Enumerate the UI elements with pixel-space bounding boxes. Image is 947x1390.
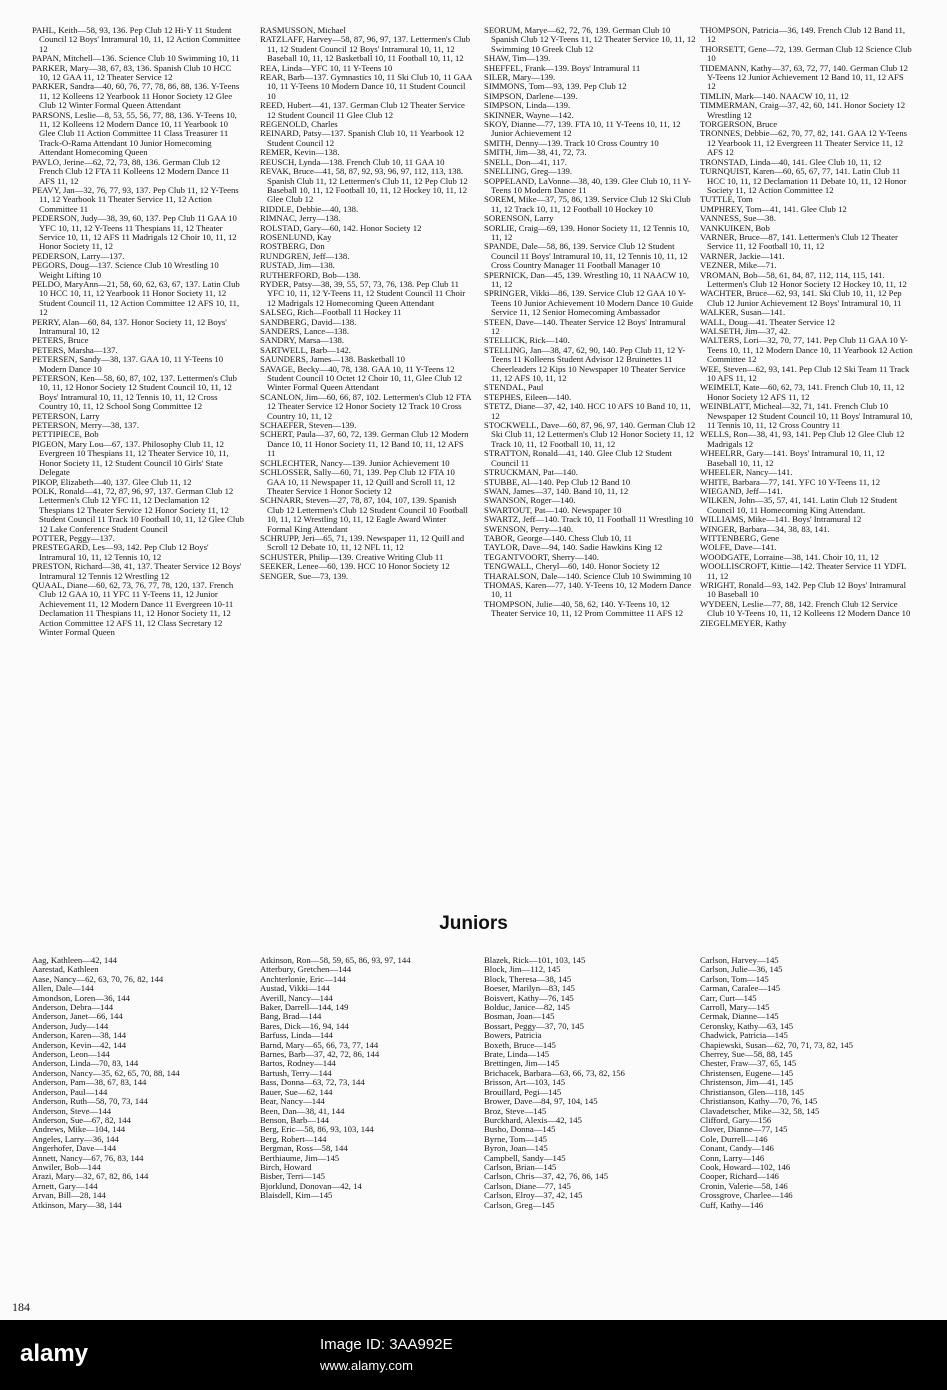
index-entry: TIMMERMAN, Craig—37, 42, 60, 141. Honor Society 12 Wrestling 12 [700,100,906,120]
index-entry: Bowers, Patricia [484,1030,542,1041]
index-entry: TURNQUIST, Karen—60, 65, 67, 77, 141. Latin Club 11 HCC 10, 11, 12 Declamation 11 Debate 10, 11, 12 Honor Society 11, 12 Action Committee 12 [700,166,907,195]
index-entry: Anderson, Pam—38, 67, 83, 144 [32,1077,147,1088]
index-entry: Bisber, Terri—145 [260,1171,325,1182]
index-entry: VANKUIKEN, Bob [700,222,770,233]
index-entry: RYDER, Patsy—38, 39, 55, 57, 73, 76, 138. Pep Club 11 YFC 10, 11, 12 Y-Teens 11, 12 Student Council 11 Choir 12 Madrigals 12 Homecoming Queen Attendant [260,278,466,308]
index-entry: SHAW, Tim—139. [484,53,551,64]
index-entry: WYDEEN, Leslie—77, 88, 142. French Club 12 Service Club 10 Y-Teens 10, 11, 12 Kolleens 12 Modern Dance 10 [700,598,911,619]
index-entry: Carlson, Elroy—37, 42, 145 [484,1190,583,1201]
index-entry: SMITH, Jim—38, 41, 72, 73. [484,147,587,158]
index-entry: SPERNICK, Dan—45, 139. Wrestling 10, 11 NAACW 10, 11, 12 [484,269,690,289]
index-entry: Cole, Durrell—146 [700,1133,768,1144]
index-entry: SCHLOSSER, Sally—60, 71, 139. Pep Club 12 FTA 10 GAA 10, 11 Newspaper 11, 12 Quill and Scroll 11, 12 Theater Service 1 Honor Society 12 [260,467,455,496]
index-entry: SNELL, Don—41, 117. [484,156,567,167]
index-entry: Chester, Fraw—37, 65, 145 [700,1058,797,1069]
index-entry: SOPPELAND, LaVonne—38, 40, 139. Glee Club 10, 11 Y-Teens 10 Modern Dance 11 [484,175,691,195]
index-entry: Atkinson, Mary—38, 144 [32,1199,122,1210]
index-entry: Andrews, Mike—104, 144 [32,1124,126,1135]
index-entry: Barnes, Barb—37, 42, 72, 86, 144 [260,1049,380,1060]
index-entry: SWENSON, Perry—140. [484,523,574,534]
index-entry: Bartush, Terry—144 [260,1067,332,1078]
index-entry: THORSETT, Gene—72, 139. German Club 12 Science Club 10 [700,43,912,64]
alamy-logo-icon: alamy [20,1340,89,1367]
index-entry: SARTWELL, Barb—142. [260,344,351,355]
index-entry: WHEELRR, Gary—141. Boys' Intramural 10, 11, 12 Baseball 10, 11, 12 [700,448,885,468]
index-entry: WILLIAMS, Mike—141. Boys' Intramural 12 [700,514,862,525]
index-entry: REGENOLD, Charles [260,119,338,130]
index-entry: Barfuss, Linda—144 [260,1030,333,1041]
index-entry: SCHRUPP, Jeri—65, 71, 139. Newspaper 11, 12 Quill and Scroll 12 Debate 10, 11, 12 NFL 11, 12 [260,532,465,553]
index-entry: Brower, Dave—84, 97, 104, 145 [484,1096,598,1107]
index-entry: TABOR, George—140. Chess Club 10, 11 [484,532,632,543]
index-entry: SIMPSON, Linda—139. [484,100,571,111]
index-entry: Bang, Brad—144 [260,1011,322,1022]
index-entry: WALL, Doug—41. Theater Service 12 [700,316,835,327]
index-entry: Anwiler, Bob—144 [32,1161,101,1172]
index-entry: Atkinson, Ron—58, 59, 65, 86, 93, 97, 144 [260,956,411,965]
index-entry: Anderson, Kevin—42, 144 [32,1039,127,1050]
index-entry: THOMAS, Karen—77, 140. Y-Teens 10, 12 Modern Dance 10, 11 [484,579,692,600]
index-entry: Carlson, Julie—36, 145 [700,964,783,975]
index-entry: Clover, Dianne—77, 145 [700,1124,788,1135]
index-entry: WHEELER, Nancy—141. [700,467,793,478]
index-entry: PEDERSON, Larry—137. [32,250,125,261]
index-entry: SPANDE, Dale—58, 86, 139. Service Club 12 Student Council 11 Boys' Intramural 10, 11, 12 Tennis 10, 11, 12 Cross Country Manager 11 Football Manager 10 [484,241,688,271]
index-entry: SWAN, James—37, 140. Band 10, 11, 12 [484,485,629,496]
index-entry: SCHUSTER, Philip—139. Creative Writing Club 11 [260,551,444,562]
index-entry: Arvan, Bill—28, 144 [32,1190,106,1201]
index-entry: SCHLECHTER, Nancy—139. Junior Achievement 10 [260,457,450,468]
index-entry: SNELLING, Greg—139. [484,166,573,177]
index-entry: TIMLIN, Mark—140. NAACW 10, 11, 12 [700,90,849,101]
index-entry: Cuff, Kathy—146 [700,1199,764,1210]
index-entry: Bares, Dick—16, 94, 144 [260,1020,349,1031]
index-entry: SEEKER, Lenee—60, 139. HCC 10 Honor Society 12 [260,561,450,572]
juniors-column-2 [260,956,465,1318]
index-entry: Brettingen, Jim—145 [484,1058,560,1069]
index-entry: RATZLAFF, Harvey—58, 87, 96, 97, 137. Lettermen's Club 11, 12 Student Council 12 Boys' Intramural 10, 11, 12 Baseball 10, 11, 12 Basketball 10, 11 Football 10, 11, 12 [260,34,471,64]
index-entry: SEORUM, Marye—62, 72, 76, 139. German Club 10 Spanish Club 12 Y-Teens 11, 12 Theater Service 10, 11, 12 Swimming 10 Greek Club 12 [484,26,696,54]
index-entry: PEDERSON, Judy—38, 39, 60, 137. Pep Club 11 GAA 10 YFC 10, 11, 12 Y-Teens 11 Thespians 11, 12 Theater Service 10, 11, 12 AFS 11 Madrigals 12 Choir 10, 11, 12 Honor Society 11, 12 [32,213,237,252]
index-entry: WOODGATE, Lorraine—38, 141. Choir 10, 11, 12 [700,551,879,562]
index-entry: Carlson, Tom—145 [700,973,769,984]
index-entry: RIDDLE, Debbie—40, 138. [260,203,359,214]
index-entry: SOREM, Mike—37, 75, 86, 139. Service Club 12 Ski Club 11, 12 Track 10, 11, 12 Football 10 Hockey 10 [484,194,691,214]
index-entry: Brichacek, Barbara—63, 66, 73, 82, 156 [484,1067,625,1078]
index-entry: Crossgrove, Charlee—146 [700,1190,793,1201]
index-entry: Anderson, Janet—66, 144 [32,1011,123,1022]
index-entry: Aarestad, Kathleen [32,964,99,975]
index-entry: PETERSEN, Sandy—38, 137. GAA 10, 11 Y-Teens 10 Modern Dance 10 [32,354,224,374]
index-entry: TRONNES, Debbie—62, 70, 77, 82, 141. GAA 12 Y-Teens 12 Yearbook 11, 12 Evergreen 11 Theater Service 11, 12 AFS 12 [700,128,908,158]
index-entry: REVAK, Bruce—41, 58, 87, 92, 93, 96, 97, 112, 113, 138. Spanish Club 11, 12 Lettermen's Club 11, 12 Pep Club 12 Baseball 10, 11, 12 Football 10, 11, 12 Hockey 10, 11, 12 Glee Club 12 [260,166,468,205]
index-entry: SCHAEFER, Steven—139. [260,420,357,431]
page-number: 184 [12,1300,30,1314]
index-entry: WACHTER, Bruce—62, 93, 141. Ski Club 10, 11, 12 Pep Club 12 Junior Achievement 12 Boys' Intramural 10, 11 [700,288,902,308]
index-entry: Boeser, Marilyn—83, 145 [484,983,575,994]
index-entry: Bosman, Joan—145 [484,1011,555,1022]
index-entry: SALSEG, Rich—Football 11 Hockey 11 [260,307,402,318]
index-entry: PETTIPIECE, Bob [32,429,99,440]
index-entry: Block, Theresa—38, 145 [484,973,572,984]
index-entry: WALSETH, Jim—37, 42. [700,326,791,336]
index-entry: STRUCKMAN, Pat—140. [484,467,578,478]
index-entry: SMITH, Denny—139. Track 10 Cross Country 10 [484,137,659,148]
index-entry: STELLING, Jan—38, 47, 62, 90, 140. Pep Club 11, 12 Y-Teens 11 Kolleens Student Advisor 12 Bruinettes 11 Cheerleaders 12 Kips 10 Newspaper 10 Theater Service 11, 12 AFS 10, 11, 12 [484,344,686,384]
index-entry: PETERS, Bruce [32,335,89,346]
index-entry: Anderson, Sue—67, 82, 144 [32,1114,131,1125]
index-entry: SANDBERG, David—138. [260,316,357,327]
index-entry: Anderson, Karen—38, 144 [32,1030,127,1041]
index-entry: WOOLLISCROFT, Kittie—142. Theater Service 11 YDFL 11, 12 [700,561,906,581]
index-entry: Atterbury, Gretchen—144 [260,964,352,975]
index-entry: WALTERS, Lori—32, 70, 77, 141. Pep Club 11 GAA 10 Y-Teens 10, 11, 12 Modern Dance 10, 11 Yearbook 12 Action Committee 12 [700,335,913,365]
index-entry: REAR, Barb—137. Gymnastics 10, 11 Ski Club 10, 11 GAA 10, 11 Y-Teens 10 Modern Dance 10, 11 Student Council 10 [260,72,472,101]
juniors-column-3 [484,956,689,1318]
index-entry: STENDAL, Paul [484,382,544,393]
seniors-column-3 [484,26,696,906]
index-entry: PIGEON, Mary Lou—67, 137. Philosophy Club 11, 12 Evergreen 10 Thespians 11, 12 Theater Service 10, 11, Honor Society 11, 12 Student Council 10 Girls' State Delegate [32,438,229,478]
index-entry: ROSENLUND, Kay [260,231,332,242]
index-entry: WHITE, Barbara—77, 141. YFC 10 Y-Teens 11, 12 [700,476,881,487]
index-entry: TIDEMANN, Kathy—37, 63, 72, 77, 140. German Club 12 Y-Teens 12 Junior Achievement 12 Band 10, 11, 12 AFS 12 [700,62,908,92]
index-entry: Birch, Howard [260,1161,312,1172]
index-entry: Berthiaume, Jim—145 [260,1152,340,1163]
index-entry: Barnd, Mary—65, 66, 73, 77, 144 [260,1039,379,1050]
index-entry: ROLSTAD, Gary—60, 142. Honor Society 12 [260,222,422,233]
index-entry: Anderson, Paul—144 [32,1086,108,1097]
index-entry: VROMAN, Bob—58, 61, 84, 87, 112, 114, 115, 141. Lettermen's Club 12 Honor Society 12 Hockey 10, 11, 12 [700,269,907,289]
index-entry: Blaisdell, Kim—145 [260,1190,333,1201]
index-entry: RUSTAD, Jim—138. [260,260,335,271]
index-entry: Bjorklund, Donovan—42, 14 [260,1180,362,1191]
index-entry: STEPHES, Eileen—140. [484,391,572,402]
index-entry: SKINNER, Wayne—142. [484,109,574,120]
index-entry: PELDO, MaryAnn—21, 58, 60, 62, 63, 67, 137. Latin Club 10 HCC 10, 11, 12 Yearbook 11 Honor Society 11, 12 Student Council 11, 12 Action Committee 12 AFS 10, 11, 12 [32,278,240,318]
juniors-column-1 [32,956,237,1318]
index-entry: Anchterlonie, Eric—144 [260,973,346,984]
index-entry: WILKEN, John—35, 57, 41, 141. Latin Club 12 Student Council 10, 11 Homecoming King Attendant. [700,495,898,515]
index-entry: RIMNAC, Jerry—138. [260,213,341,224]
index-entry: UMPHREY, Tom—41, 141. Glee Club 12 [700,203,847,214]
seniors-column-4 [700,26,914,906]
index-entry: SORENSON, Larry [484,213,554,224]
index-entry: SORLIE, Craig—69, 139. Honor Society 11, 12 Tennis 10, 11, 12 [484,222,690,242]
index-entry: PIKOP, Elizabeth—40, 137. Glee Club 11, 12 [32,476,192,487]
index-entry: Byron, Joan—145 [484,1143,548,1154]
index-entry: RASMUSSON, Michael [260,26,346,35]
index-entry: Carr, Curt—145 [700,992,757,1003]
index-entry: Clavadetscher, Mike—32, 58, 145 [700,1105,820,1116]
index-entry: Carlson, Brian—145 [484,1161,557,1172]
index-entry: Christensen, Eugene—145 [700,1067,794,1078]
index-entry: Anderson, Steve—144 [32,1105,112,1116]
index-entry: Benson, Barb—144 [260,1114,330,1125]
index-entry: Conn, Larry—146 [700,1152,765,1163]
index-entry: Berg, Robert—144 [260,1133,327,1144]
index-entry: Bolduc, Janice—82, 145 [484,1002,570,1013]
index-entry: Cermak, Dianne—145 [700,1011,779,1022]
index-entry: Byrne, Tom—145 [484,1133,547,1144]
index-entry: TRONSTAD, Linda—40, 141. Glee Club 10, 11, 12 [700,156,882,167]
index-entry: THOMPSON, Patricia—36, 149. French Club 12 Band 11, 12 [700,26,906,45]
index-entry: Block, Jim—112, 145 [484,964,561,975]
index-entry: POLK, Ronald—41, 72, 87, 96, 97, 137. German Club 12 Lettermen's Club 12 YFC 11, 12 Declamation 12 Thespians 12 Theater Service 12 Honor Society 11, 12 Student Council 11 Track 10 Football 10, 11, 12 Glee Club 12 Lake Conference Student Council [32,485,244,534]
index-entry: PETERS, Marsha—137. [32,344,118,355]
index-entry: SANDRY, Marsa—138. [260,335,345,346]
index-entry: STEEN, Dave—140. Theater Service 12 Boys' Intramural 12 [484,316,686,336]
index-entry: Conant, Candy—146 [700,1143,774,1154]
index-entry: Bartos, Rodney—144 [260,1058,336,1069]
index-entry: SIMMONS, Tom—93, 139. Pep Club 12 [484,81,627,92]
index-entry: Busho, Donna—145 [484,1124,556,1135]
index-entry: Carman, Caralee—145 [700,983,781,994]
index-entry: PRESTON, Richard—38, 41, 137. Theater Service 12 Boys' Intramural 12 Tennis 12 Wrestling 12 [32,561,242,581]
index-entry: Christianson, Glen—118, 145 [700,1086,804,1097]
index-entry: PAPAN, Mitchell—136. Science Club 10 Swimming 10, 11 [32,53,240,64]
index-entry: TUTTLE, Tom [700,194,753,205]
index-entry: WITTENBERG, Gene [700,532,780,543]
index-entry: Broz, Steve—145 [484,1105,547,1116]
index-entry: SWARTOUT, Pat—140. Newspaper 10 [484,504,622,515]
index-entry: Anderson, Judy—144 [32,1020,109,1031]
index-entry: SWARTZ, Jeff—140. Track 10, 11 Football 11 Wrestling 10 [484,514,694,525]
index-entry: RUNDGREN, Jeff—138. [260,250,350,261]
index-entry: REMER, Kevin—138. [260,147,340,158]
index-entry: REED, Hubert—41, 137. German Club 12 Theater Service 12 Student Council 11 Glee Club 12 [260,100,465,120]
index-entry: SCANLON, Jim—60, 66, 87, 102. Lettermen's Club 12 FTA 12 Theater Service 12 Honor Society 12 Track 10 Cross Country 10, 11, 12 [260,391,472,421]
index-entry: ZIEGELMEYER, Kathy [700,617,787,628]
index-entry: Aag, Kathleen—42, 144 [32,956,117,965]
index-entry: Chadwick, Patricia—145 [700,1030,788,1041]
index-entry: Cherrey, Sue—58, 88, 145 [700,1049,793,1060]
index-entry: Bass, Donna—63, 72, 73, 144 [260,1077,365,1088]
index-entry: Cook, Howard—102, 146 [700,1161,791,1172]
index-entry: WOLFE, Dave—141. [700,542,777,553]
index-entry: Clifford, Gary—156 [700,1114,772,1125]
index-entry: WELLS, Ron—38, 41, 93, 141. Pep Club 12 Glee Club 12 Madrigals 12 [700,429,905,449]
index-entry: PEAVY, Jan—32, 76, 77, 93, 137. Pep Club 11, 12 Y-Teens 11, 12 Yearbook 11 Theater Service 11, 12 Action Committee 11 [32,184,239,214]
index-entry: Cooper, Richard—146 [700,1171,779,1182]
index-entry: Angeles, Larry—36, 144 [32,1133,119,1144]
index-entry: Been, Dan—38, 41, 144 [260,1105,345,1116]
index-entry: PETERSON, Ken—58, 60, 87, 102, 137. Lettermen's Club 10, 11, 12 Honor Society 12 Student Council 10, 11, 12 Boys' Intramural 10, 11, 12 Tennis 10, 11, 12 Cross Country 10, 11, 12 School Song Committee 12 [32,373,237,412]
index-entry: PETERSON, Larry [32,410,100,421]
index-entry: SWANSON, Roger—140. [484,495,576,506]
index-entry: WEIMELT, Kate—60, 62, 73, 141. French Club 10, 11, 12 Honor Society 12 AFS 11, 12 [700,382,905,402]
index-entry: REUSCH, Lynda—138. French Club 10, 11 GAA 10 [260,156,445,167]
index-entry: WEE, Steven—62, 93, 141. Pep Club 12 Ski Team 11 Track 10 AFS 11, 12 [700,363,910,384]
index-entry: Brate, Linda—145 [484,1049,550,1060]
index-entry: SPRINGER, Vikki—86, 139. Service Club 12 GAA 10 Y-Teens 10 Junior Achievement 10 Modern Dance 10 Guide Service 11, 12 Senior Homecoming Ambassador [484,288,694,318]
index-entry: SAUNDERS, James—138. Basketball 10 [260,354,406,365]
index-entry: Bossart, Peggy—37, 70, 145 [484,1020,584,1031]
index-entry: Bergman, Ross—58, 144 [260,1143,348,1154]
index-entry: Carlson, Harvey—145 [700,956,779,965]
index-entry: Carroll, Mary—145 [700,1002,770,1013]
index-entry: Arnett, Gary—144 [32,1180,98,1191]
index-entry: REA, Linda—YFC 10, 11 Y-Teens 10 [260,62,393,73]
index-entry: WRIGHT, Ronald—93, 142. Pep Club 12 Boys' Intramural 10 Baseball 10 [700,579,907,600]
watermark-url: www.alamy.com [320,1358,413,1373]
index-entry: PRESTEGARD, Les—93, 142. Pep Club 12 Boys' Intramural 10, 11, 12 Tennis 10, 12 [32,542,209,562]
index-entry: STELLICK, Rick—140. [484,335,570,346]
index-entry: Christianson, Kathy—70, 76, 145 [700,1096,818,1107]
index-entry: Boxeth, Bruce—145 [484,1039,556,1050]
index-entry: PARSONS, Leslie—8, 53, 55, 56, 77, 88, 136. Y-Teens 10, 11, 12 Kolleens 12 Modern Dance 10, 11 Yearbook 10 Glee Club 11 Action Committee 11 Class Treasurer 11 Track-O-Rama Attendant 10 Junior Homecoming Attendant Homecoming Queen [32,109,237,158]
index-entry: REINARD, Patsy—137. Spanish Club 10, 11 Yearbook 12 Student Council 12 [260,128,465,148]
index-entry: SANDERS, Lance—138. [260,326,350,336]
index-entry: SCHNARR, Steven—27, 78, 87, 104, 107, 139. Spanish Club 12 Lettermen's Club 12 Student Council 10 Football 10, 11, 12 Wrestling 10, 11, 12 Eagle Award Winter Formal King Attendant [260,495,468,534]
index-entry: TORGERSON, Bruce [700,119,778,130]
index-entry: Averill, Nancy—144 [260,992,333,1003]
index-entry: Christenson, Jim—41, 145 [700,1077,794,1088]
index-entry: SCHERT, Paula—37, 60, 72, 139. German Club 12 Modern Dance 10, 11 Honor Society 11, 12 Band 10, 11, 12 AFS 11 [260,429,469,459]
index-entry: Angerhofer, Dave—144 [32,1143,117,1154]
index-entry: STOCKWELL, Dave—60, 87, 96, 97, 140. German Club 12 Ski Club 11, 12 Lettermen's Club 12 Honor Society 11, 12 Track 10, 11, 12 Football 10, 11, 12 [484,420,696,449]
index-entry: PEGORS, Doug—137. Science Club 10 Wrestling 10 Weight Lifting 10 [32,260,219,280]
index-entry: PARKER, Sandra—40, 60, 76, 77, 78, 86, 88, 136. Y-Teens 11, 12 Kolleens 12 Yearbook 11 Honor Society 12 Glee Club 12 Winter Formal Queen Attendant [32,81,240,111]
index-entry: Anderson, Linda—70, 83, 144 [32,1058,139,1069]
index-entry: SENGER, Sue—73, 139. [260,570,349,581]
index-entry: Annett, Nancy—67, 76, 83, 144 [32,1152,144,1163]
index-entry: STETZ, Diane—37, 42, 140. HCC 10 AFS 10 Band 10, 11, 12 [484,401,691,421]
watermark-image-id: Image ID: 3AA992E [320,1336,453,1353]
index-entry: Chapiewski, Susan—62, 70, 71, 73, 82, 145 [700,1039,853,1050]
juniors-column-4 [700,956,905,1318]
index-entry: THOMPSON, Julie—40, 58, 62, 140. Y-Teens 10, 12 Theater Service 10, 11, 12 Prom Committee 11 AFS 12 [484,598,684,619]
index-entry: SKOY, Dianne—77, 139. FTA 10, 11 Y-Teens 10, 11, 12 Junior Achievement 12 [484,119,681,139]
index-entry: QUAAL, Diane—60, 62, 73, 76, 77, 78, 120, 137. French Club 12 GAA 10, 11 YFC 11 Y-Teens 11, 12 Junior Achievement 11, 12 Modern Dance 11 Evergreen 10-11 Declamation 11 Thespians 11, 12 Honor Society 11, 12 Action Committee 12 AFS 11, 12 Class Secretary 12 Winter Formal Queen [32,579,234,637]
index-entry: Brouillard, Pegi—145 [484,1086,562,1097]
index-entry: VEZNER, Mike—71. [700,260,777,271]
index-entry: PETERSON, Merry—38, 137. [32,420,139,431]
watermark-logo [20,1340,88,1368]
index-entry: Carlson, Greg—145 [484,1199,555,1210]
index-entry: POTTER, Peggy—137. [32,532,115,543]
index-entry: TEGANTVOORT, Sherry—140. [484,551,599,562]
index-entry: TENGWALL, Cheryl—60, 140. Honor Society 12 [484,561,660,572]
index-entry: Austad, Vikki—144 [260,983,330,994]
index-entry: Anderson, Leon—144 [32,1049,110,1060]
index-entry: SIMPSON, Darlene—139. [484,90,578,101]
index-entry: SILER, Mary—139. [484,72,556,83]
index-entry: VARNER, Bruce—87, 141. Lettermen's Club 12 Theater Service 11, 12 Football 10, 11, 12 [700,231,898,252]
section-title-juniors: Juniors [439,913,508,934]
index-entry: ROSTBERG, Don [260,241,325,252]
index-entry: PAVLO, Jerine—62, 72, 73, 88, 136. German Club 12 French Club 12 FTA 11 Kolleens 12 Modern Dance 11 AFS 11, 12 [32,156,230,186]
index-entry: WIEGAND, Jeff—141. [700,485,783,496]
index-entry: PAHL, Keith—58, 93, 136. Pep Club 12 Hi-Y 11 Student Council 12 Boys' Intramural 10, 11, 12 Action Committee 12 [32,26,241,54]
index-entry: Ceronsky, Kathy—63, 145 [700,1020,794,1031]
index-entry: Boisvert, Kathy—76, 145 [484,992,574,1003]
index-entry: Cronin, Valerie—58, 146 [700,1180,788,1191]
index-entry: Arazi, Mary—32, 67, 82, 86, 144 [32,1171,149,1182]
index-entry: VARNER, Jackie—141. [700,250,785,261]
index-entry: Amondson, Loren—36, 144 [32,992,130,1003]
index-entry: WALKER, Susan—141. [700,307,786,318]
index-entry: Aase, Nancy—62, 63, 70, 76, 82, 144 [32,973,164,984]
index-entry: Blazek, Rick—101, 103, 145 [484,956,586,965]
index-entry: SHEFFEL, Frank—139. Boys' Intramural 11 [484,62,641,73]
index-entry: Berg, Eric—58, 86, 93, 103, 144 [260,1124,374,1135]
index-entry: Anderson, Ruth—58, 70, 73, 144 [32,1096,148,1107]
index-entry: SAVAGE, Becky—40, 78, 138. GAA 10, 11 Y-Teens 12 Student Council 10 Octet 12 Choir 10, 11, Glee Club 12 Winter Formal Queen Attendant [260,363,463,393]
index-entry: RUTHERFORD, Bob—138. [260,269,361,280]
index-entry: Bear, Nancy—144 [260,1096,325,1107]
index-entry: Burckhard, Alexis—42, 145 [484,1114,582,1125]
index-entry: PERRY, Alan—60, 84, 137. Honor Society 11, 12 Boys' Intramural 10, 12 [32,316,227,336]
index-entry: Carlson, Chris—37, 42, 76, 86, 145 [484,1171,609,1182]
index-entry: Anderson, Nancy—35, 62, 65, 70, 88, 144 [32,1067,180,1078]
index-entry: Campbell, Sandy—145 [484,1152,566,1163]
index-entry: Carlson, Diane—77, 145 [484,1180,571,1191]
index-entry: STUBBE, Al—140. Pep Club 12 Band 10 [484,476,631,487]
index-entry: VANNESS, Sue—38. [700,213,776,224]
index-entry: PARKER, Mary—38, 67, 83, 136. Spanish Club 10 HCC 10, 12 GAA 11, 12 Theater Service 12 [32,62,232,83]
index-entry: THARALSON, Dale—140. Science Club 10 Swimming 10 [484,570,692,581]
index-entry: TAYLOR, Dave—94, 140. Sadie Hawkins King 12 [484,542,663,553]
index-entry: Anderson, Debra—144 [32,1002,114,1013]
index-entry: Bauer, Sue—62, 144 [260,1086,333,1097]
index-entry: WEINBLATT, Micheal—32, 71, 141. French Club 10 Newspaper 12 Student Council 10, 11 Boys' Intramural 10, 11 Tennis 10, 11, 12 Cross Country 11 [700,401,913,431]
index-entry: Brisson, Art—103, 145 [484,1077,566,1088]
index-entry: Allen, Dale—144 [32,983,94,994]
seniors-column-1 [32,26,244,906]
index-entry: WINGER, Barbara—34, 38, 83, 141. [700,523,830,534]
watermark-bar [0,1320,947,1390]
seniors-column-2 [260,26,472,906]
index-entry: STRATTON, Ronald—41, 140. Glee Club 12 Student Council 11 [484,448,672,468]
index-entry: Baker, Darrell—144, 149 [260,1002,349,1013]
